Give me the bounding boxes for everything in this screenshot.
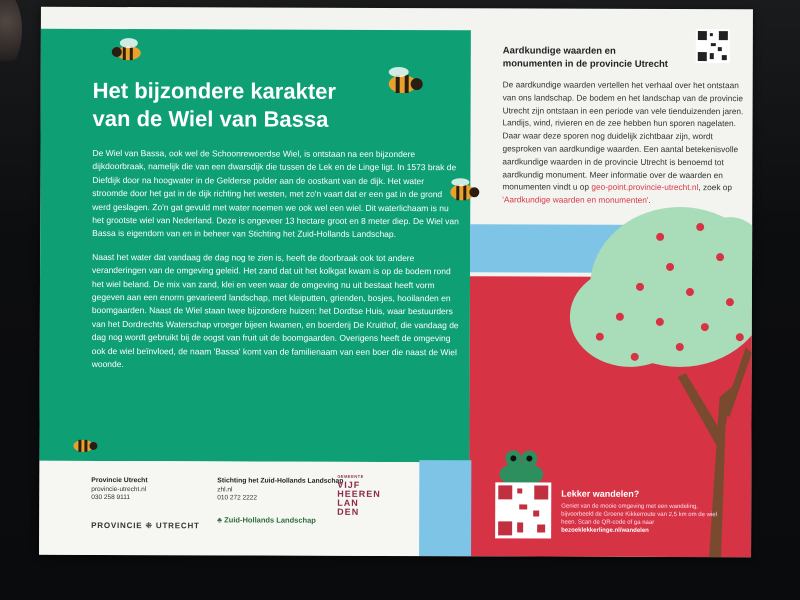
- qr-code-icon: [495, 482, 551, 538]
- qr-code-icon: [696, 29, 730, 63]
- zhl-logo: ♣ Zuid-Hollands Landschap: [217, 515, 316, 525]
- geo-point-link[interactable]: geo-point.provincie-utrecht.nl: [591, 182, 699, 193]
- contact-provincie: Provincie Utrecht provincie-utrecht.nl 030 258 9111: [91, 476, 148, 502]
- sign-body: [92, 147, 461, 383]
- vijfheerenlanden-logo: GEMEENTE VIJF HEEREN LAN DEN: [337, 473, 381, 517]
- right-body: De aardkundige waarden vertellen het verhaal over het ontstaan van ons landschap. De bodem en het landschap van de provincie Utrecht zijn ontstaan in een periode van vele tienduizenden jaren. Landijs, wind, rivieren en de zee hebben hun sporen nagelaten. Daar waar deze sporen nog duidelijk zichtbaar zijn, wordt gesproken van aardkundige waarden. Een aantal betekenisvolle aardkundige waarden in de provincie Utrecht is benoemd tot aardkundig monument. Meer informatie over de waarden en monumenten vindt u op geo-point.provincie-utrecht.nl, zoek op 'Aardkundige waarden en monumenten'.: [502, 79, 744, 206]
- zhl-website[interactable]: zhl.nl: [217, 485, 233, 493]
- contact-zhl: Stichting het Zuid-Hollands Landschap zhl.nl 010 272 2222: [217, 477, 344, 502]
- search-term-link[interactable]: 'Aardkundige waarden en monumenten': [502, 194, 649, 206]
- bee-icon: [67, 431, 99, 457]
- blue-corner: [419, 460, 471, 556]
- provincie-utrecht-logo: PROVINCIE ⁜ UTRECHT: [91, 520, 200, 531]
- zhl-tree-icon: ♣: [217, 515, 223, 525]
- sign-title: Het bijzondere karakter van de Wiel van Bassa: [92, 77, 337, 132]
- bee-icon: [379, 62, 425, 102]
- walk-link[interactable]: bezoeklekkerlinge.nl/wandelen: [561, 527, 649, 534]
- provincie-website[interactable]: provincie-utrecht.nl: [91, 485, 147, 493]
- bee-icon: [442, 172, 482, 206]
- paragraph-2: Naast het water dat vandaag de dag nog te zien is, heeft de doorbraak ook tot andere veranderingen van de omgeving geleid. Het zand dat uit het kolkgat kwam is op de bodem rond het wiel beland. De mix van zand, klei en veen waar de omgeving nu uit bestaat heeft vorm gegeven aan een enorm gevarieerd landschap, met kleiputten, grienden, bosjes, hooilanden en boomgaarden. Naast de Wiel staan twee bijzondere huizen: het Dordtse Huis, waar bestuurders van het Dordrechts Waterschap vroeger bijeen kwamen, en boerderij De Kruithof, die vandaag de dag nog wordt gebruikt bij de oogst van fruit uit de boomgaarden. Overigens heeft de omgeving ook de wiel beïnvloed, de naam 'Bassa' komt van de familienaam van een boer die naast de Wiel woonde.: [91, 251, 459, 370]
- paragraph-1: De Wiel van Bassa, ook wel de Schoonrewoerdse Wiel, is ontstaan na een bijzondere dijkdoorbraak, namelijk die van een dwarsdijk die tussen de Lek en de Linge ligt. In 1573 brak de Diefdijk door na hoogwater in de Gelderse polder aan de oostkant van de dijk. Het water stroomde door het gat in de dijk richting het westen, met zo'n vaart dat er een gat in de grond werd geslagen. Zo'n gat gevuld met water noemen we ook wel een wiel. Dit waterlichaam is nu het grootste wiel van Nederland. Deze is ongeveer 13 hectare groot en 8 meter diep. De Wiel van Bassa is eigendom van en in beheer van Stichting het Zuid-Hollands Landschap.: [92, 147, 459, 240]
- info-sign: [39, 7, 753, 557]
- qr-code-walk[interactable]: [495, 482, 551, 538]
- bee-icon: [107, 35, 147, 65]
- walk-heading: Lekker wandelen?: [561, 488, 640, 499]
- qr-code-top[interactable]: [696, 29, 730, 63]
- right-heading: Aardkundige waarden en monumenten in de provincie Utrecht: [502, 45, 668, 70]
- walk-body: Geniet van de mooie omgeving met een wandeling, bijvoorbeeld de Groene Kikkerroute van 2,5 km om de wiel heen. Scan de QR-code of ga naar bezoeklekkerlinge.nl/wandelen: [561, 503, 717, 534]
